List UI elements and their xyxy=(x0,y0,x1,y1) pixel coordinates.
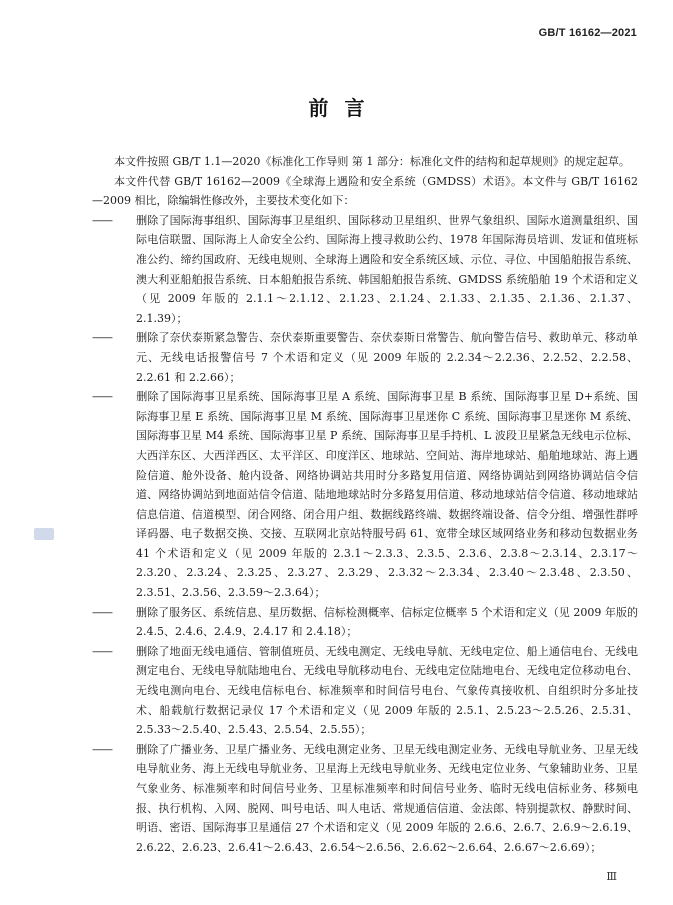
change-item-text: 删除了地面无线电通信、管制值班员、无线电测定、无线电导航、无线电定位、船上通信电台、无线电测定电台、无线电导航陆地电台、无线电导航移动电台、无线电定位陆地电台、无线电定位移动电台、无线电测向电台、无线电信标电台、标准频率和时间信号电台、气象传真接收机、自组织时分多址技术、船载航行数据记录仪 17 个术语和定义（见 2009 年版的 2.5.1、2.5.23～2.5.26、2.5.31、2.5.33～2.5.40、2.5.43、2.5.54、2.5.55）； xyxy=(136,644,638,737)
change-item xyxy=(92,642,638,740)
page-title: 前言 xyxy=(308,96,381,120)
standard-code-header: GB/T 16162—2021 xyxy=(538,27,637,39)
dash-marker: —— xyxy=(92,213,112,227)
change-item xyxy=(92,387,638,603)
change-item-text: 删除了奈伏泰斯紧急警告、奈伏泰斯重要警告、奈伏泰斯日常警告、航向警告信号、救助单元、移动单元、无线电话报警信号 7 个术语和定义（见 2009 年版的 2.2.34～2.2.36、2.2.52、2.2.58、2.2.61 和 2.2.66）； xyxy=(136,331,638,384)
side-tab-icon xyxy=(34,528,54,540)
change-item-text: 删除了服务区、系统信息、星历数据、信标检测概率、信标定位概率 5 个术语和定义（见 2009 年版的 2.4.5、2.4.6、2.4.9、2.4.17 和 2.4.18）； xyxy=(136,605,638,639)
dash-marker: —— xyxy=(92,644,112,658)
dash-marker: —— xyxy=(92,742,112,756)
change-item xyxy=(92,603,638,642)
change-item xyxy=(92,211,638,329)
dash-marker: —— xyxy=(92,331,112,345)
change-item-text: 删除了广播业务、卫星广播业务、无线电测定业务、卫星无线电测定业务、无线电导航业务、卫星无线电导航业务、海上无线电导航业务、卫星海上无线电导航业务、无线电定位业务、气象辅助业务、卫星气象业务、标准频率和时间信号业务、卫星标准频率和时间信号业务、临时无线电信标业务、移频电报、执行机构、入网、脱网、叫号电话、叫人电话、常规通信信道、金法郎、特别提款权、静默时间、明语、密语、国际海事卫星通信 27 个术语和定义（见 2009 年版的 2.6.6、2.6.7、2.6.9～2.6.19、2.6.22、2.6.23、2.6.41～2.6.43、2.6.54～2.6.56、2.6.62～2.6.64、2.6.67～2.6.69）； xyxy=(136,742,638,854)
change-item-text: 删除了国际海事卫星系统、国际海事卫星 A 系统、国际海事卫星 B 系统、国际海事卫星 D+系统、国际海事卫星 E 系统、国际海事卫星 M 系统、国际海事卫星迷你 C 系统、国际海事卫星迷你 M 系统、国际海事卫星 M4 系统、国际海事卫星 P 系统、国际海事卫星手持机、L 波段卫星紧急无线电示位标、大西洋东区、大西洋西区、太平洋区、印度洋区、地球站、空间站、海岸地球站、船舶地球站、海上遇险信道、舱外设备、舱内设备、网络协调站共用时分多路复用信道、网络协调站到网络协调站信令信道、网络协调站到地面站信令信道、陆地地球站时分多路复用信道、移动地球站信令信道、移动地球站信息信道、信道模型、闭合网络、闭合用户组、数据线路终端、数据终端设备、信令分组、增强性群呼译码器、电子数据交换、交接、互联网北京站特服号码 61、宽带全球区域网络业务和移动包数据业务 41 个术语和定义（见 2009 年版的 2.3.1～2.3.3、2.3.5、2.3.6、2.3.8～2.3.14、2.3.17～2.3.20、2.3.24、2.3.25、2.3.27、2.3.29、2.3.32～2.3.34、2.3.40～2.3.48、2.3.50、2.3.51、2.3.56、2.3.59～2.3.64）； xyxy=(136,390,638,600)
paragraph-drafting-rules: 本文件按照 GB/T 1.1—2020《标准化工作导则 第 1 部分：标准化文件的结构和起草规则》的规定起草。 xyxy=(114,155,630,168)
paragraph-replacement-note: 本文件代替 GB/T 16162—2009《全球海上遇险和安全系统（GMDSS）术语》。本文件与 GB/T 16162—2009 相比，除编辑性修改外，主要技术变化如下： xyxy=(92,174,638,208)
change-item-text: 删除了国际海事组织、国际海事卫星组织、国际移动卫星组织、世界气象组织、国际水道测量组织、国际电信联盟、国际海上人命安全公约、国际海上搜寻救助公约、1978 年国际海员培训、发证和值班标准公约、缔约国政府、无线电规则、全球海上遇险和安全系统区域、示位、寻位、中国船舶报告系统、澳大利亚船舶报告系统、日本船舶报告系统、韩国船舶报告系统、GMDSS 系统船舶 19 个术语和定义（见 2009 年版的 2.1.1～2.1.12、2.1.23、2.1.24、2.1.33、2.1.35、2.1.36、2.1.37、2.1.39）； xyxy=(136,213,638,325)
change-item xyxy=(92,328,638,387)
dash-marker: —— xyxy=(92,390,112,404)
foreword-body xyxy=(92,152,638,857)
page-number: Ⅲ xyxy=(606,871,617,883)
change-item xyxy=(92,740,638,858)
dash-marker: —— xyxy=(92,605,112,619)
